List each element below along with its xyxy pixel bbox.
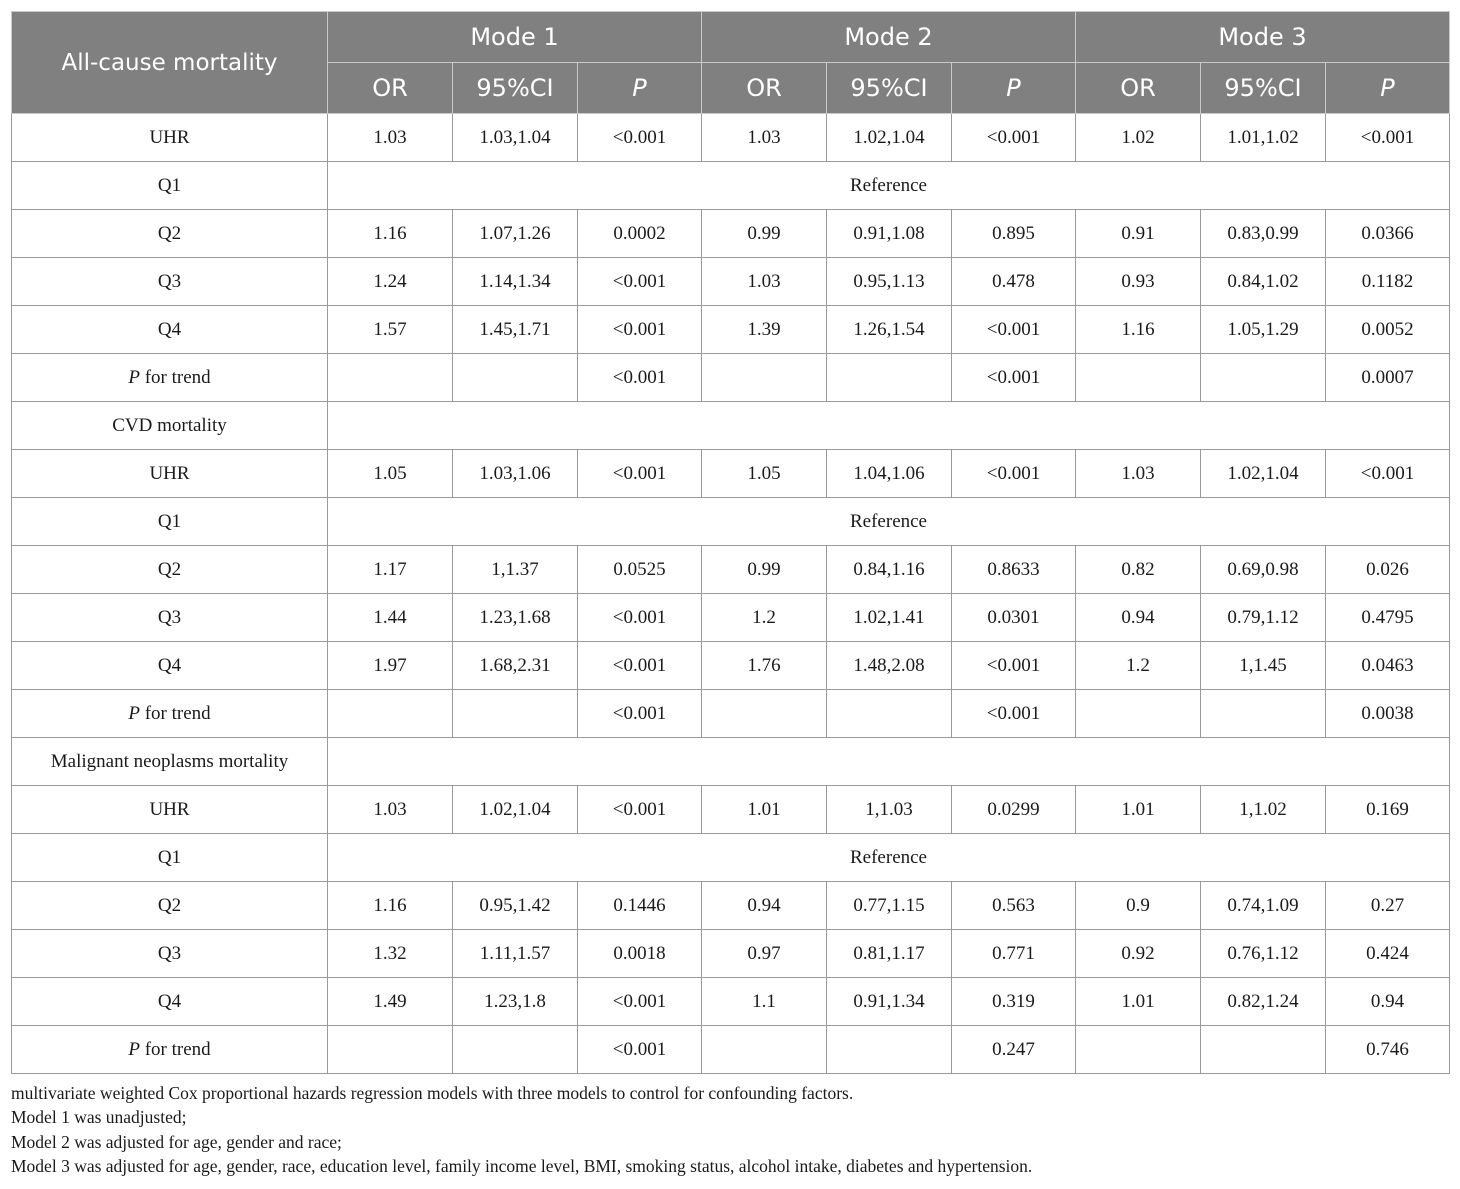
table-cell: 0.0299 — [952, 786, 1076, 834]
table-cell: 1.05,1.29 — [1201, 306, 1326, 354]
table-cell — [328, 1026, 453, 1074]
table-cell — [1076, 690, 1201, 738]
table-cell: 1.02,1.04 — [1201, 450, 1326, 498]
header-ci: 95%CI — [827, 63, 952, 114]
table-cell: 1.45,1.71 — [453, 306, 578, 354]
table-cell: 0.82 — [1076, 546, 1201, 594]
table-row — [12, 594, 1450, 642]
table-cell — [827, 1026, 952, 1074]
header-row-modes — [12, 12, 1450, 63]
row-label: Q2 — [12, 882, 328, 930]
table-cell: 0.0463 — [1326, 642, 1450, 690]
table-cell: 0.94 — [702, 882, 827, 930]
table-cell — [1076, 354, 1201, 402]
table-cell: 0.84,1.16 — [827, 546, 952, 594]
table-cell: 1.16 — [328, 882, 453, 930]
table-row — [12, 306, 1450, 354]
header-or: OR — [1076, 63, 1201, 114]
table-cell: <0.001 — [952, 306, 1076, 354]
footnote-line: multivariate weighted Cox proportional hazards regression models with three models to control for confounding factors. — [11, 1083, 854, 1103]
table-cell — [328, 690, 453, 738]
table-cell — [328, 354, 453, 402]
row-label: UHR — [12, 786, 328, 834]
table-cell: 0.0038 — [1326, 690, 1450, 738]
table-cell: 0.0002 — [578, 210, 702, 258]
table-cell: 0.0301 — [952, 594, 1076, 642]
table-cell: 0.95,1.13 — [827, 258, 952, 306]
row-label — [12, 354, 328, 402]
footnote-line: Model 3 was adjusted for age, gender, race, education level, family income level, BMI, smoking status, alcohol intake, diabetes and hypertension. — [11, 1156, 1033, 1177]
table-cell: 0.0366 — [1326, 210, 1450, 258]
row-label: Q3 — [12, 930, 328, 978]
row-label: Q4 — [12, 978, 328, 1026]
table-cell: <0.001 — [952, 642, 1076, 690]
table-cell: 0.83,0.99 — [1201, 210, 1326, 258]
table-cell: 0.1182 — [1326, 258, 1450, 306]
section-title: CVD mortality — [12, 402, 328, 450]
table-cell: 0.93 — [1076, 258, 1201, 306]
table-cell: 1,1.45 — [1201, 642, 1326, 690]
table-cell: 0.0525 — [578, 546, 702, 594]
table-footnotes — [11, 1081, 1449, 1179]
table-cell: 0.95,1.42 — [453, 882, 578, 930]
header-p: P — [578, 63, 702, 114]
table-cell: 1.03 — [328, 786, 453, 834]
table-cell: 0.82,1.24 — [1201, 978, 1326, 1026]
table-cell: 1.24 — [328, 258, 453, 306]
table-cell: 0.84,1.02 — [1201, 258, 1326, 306]
table-cell: 0.247 — [952, 1026, 1076, 1074]
table-cell: 0.771 — [952, 930, 1076, 978]
table-cell: 1.16 — [1076, 306, 1201, 354]
header-or: OR — [328, 63, 453, 114]
table-row — [12, 690, 1450, 738]
row-label: Q4 — [12, 306, 328, 354]
reference-cell: Reference — [328, 834, 1450, 882]
table-cell: 1.2 — [702, 594, 827, 642]
table-cell: 0.99 — [702, 210, 827, 258]
table-cell — [702, 354, 827, 402]
table-cell: <0.001 — [578, 690, 702, 738]
table-cell: 1.39 — [702, 306, 827, 354]
table-row — [12, 258, 1450, 306]
table-cell: 1.03 — [702, 258, 827, 306]
table-cell: 1.32 — [328, 930, 453, 978]
header-mode-1: Mode 1 — [328, 12, 702, 63]
table-cell — [453, 1026, 578, 1074]
row-label-text: for trend — [144, 702, 211, 724]
row-label: UHR — [12, 450, 328, 498]
row-label: Q3 — [12, 594, 328, 642]
table-cell: <0.001 — [578, 258, 702, 306]
table-cell: 1.44 — [328, 594, 453, 642]
table-cell: 1.05 — [702, 450, 827, 498]
table-cell — [827, 354, 952, 402]
table-cell: 1.11,1.57 — [453, 930, 578, 978]
reference-cell: Reference — [328, 498, 1450, 546]
row-label — [12, 1026, 328, 1074]
table-cell: 0.0007 — [1326, 354, 1450, 402]
row-label: Q3 — [12, 258, 328, 306]
header-or: OR — [702, 63, 827, 114]
footnote-line: Model 2 was adjusted for age, gender and race; — [11, 1131, 342, 1152]
table-cell: 1.02,1.04 — [827, 114, 952, 162]
table-cell — [702, 1026, 827, 1074]
row-label: Q1 — [12, 162, 328, 210]
table-cell — [453, 690, 578, 738]
table-cell: 0.74,1.09 — [1201, 882, 1326, 930]
table-cell: 1.17 — [328, 546, 453, 594]
table-cell: 1.03 — [1076, 450, 1201, 498]
row-label: Q4 — [12, 642, 328, 690]
section-title: Malignant neoplasms mortality — [12, 738, 328, 786]
table-cell: 1.01,1.02 — [1201, 114, 1326, 162]
header-ci: 95%CI — [1201, 63, 1326, 114]
table-cell — [1201, 354, 1326, 402]
mortality-results-table — [11, 11, 1450, 1074]
table-cell: 0.895 — [952, 210, 1076, 258]
row-label: Q1 — [12, 834, 328, 882]
header-mode-2: Mode 2 — [702, 12, 1076, 63]
table-cell: 1.07,1.26 — [453, 210, 578, 258]
table-cell: 0.9 — [1076, 882, 1201, 930]
row-label: UHR — [12, 114, 328, 162]
table-cell: 1.01 — [1076, 786, 1201, 834]
table-cell: <0.001 — [952, 354, 1076, 402]
table-cell: 1.23,1.8 — [453, 978, 578, 1026]
table-cell — [1201, 1026, 1326, 1074]
table-cell: <0.001 — [578, 786, 702, 834]
header-p: P — [1326, 63, 1450, 114]
table-cell: 0.76,1.12 — [1201, 930, 1326, 978]
table-cell: 0.4795 — [1326, 594, 1450, 642]
table-cell: 0.79,1.12 — [1201, 594, 1326, 642]
table-cell: <0.001 — [952, 450, 1076, 498]
table-cell: 0.8633 — [952, 546, 1076, 594]
table-cell: 1.49 — [328, 978, 453, 1026]
table-row — [12, 1026, 1450, 1074]
table-cell: 1.04,1.06 — [827, 450, 952, 498]
header-row-label: All-cause mortality — [12, 12, 328, 114]
table-cell: <0.001 — [578, 354, 702, 402]
table-cell: 0.478 — [952, 258, 1076, 306]
row-label — [12, 690, 328, 738]
table-cell: 1.57 — [328, 306, 453, 354]
table-cell: 0.91 — [1076, 210, 1201, 258]
table-row — [12, 930, 1450, 978]
table-cell — [453, 354, 578, 402]
row-label-italic: P — [128, 702, 140, 724]
reference-cell: Reference — [328, 162, 1450, 210]
table-cell: 0.94 — [1076, 594, 1201, 642]
table-cell: 1.03,1.04 — [453, 114, 578, 162]
table-row — [12, 114, 1450, 162]
table-cell: 1.2 — [1076, 642, 1201, 690]
table-cell: 1,1.02 — [1201, 786, 1326, 834]
table-row — [12, 354, 1450, 402]
table-row — [12, 642, 1450, 690]
table-cell: 0.424 — [1326, 930, 1450, 978]
table-cell: 1.16 — [328, 210, 453, 258]
table-cell: 1.23,1.68 — [453, 594, 578, 642]
table-cell: 0.92 — [1076, 930, 1201, 978]
table-cell: 1.68,2.31 — [453, 642, 578, 690]
table-cell: 1.03 — [328, 114, 453, 162]
table-cell: <0.001 — [1326, 114, 1450, 162]
table-cell: 0.27 — [1326, 882, 1450, 930]
header-p: P — [952, 63, 1076, 114]
table-cell: 0.1446 — [578, 882, 702, 930]
table-cell: <0.001 — [578, 1026, 702, 1074]
table-cell: 0.91,1.34 — [827, 978, 952, 1026]
table-row — [12, 978, 1450, 1026]
table-cell: 0.0052 — [1326, 306, 1450, 354]
footnote-line: Model 1 was unadjusted; — [11, 1107, 187, 1128]
table-cell: 0.169 — [1326, 786, 1450, 834]
row-label-text: for trend — [144, 1038, 211, 1060]
table-cell: 0.69,0.98 — [1201, 546, 1326, 594]
table-cell: 1.03,1.06 — [453, 450, 578, 498]
table-cell: 0.77,1.15 — [827, 882, 952, 930]
table-row — [12, 786, 1450, 834]
table-row — [12, 882, 1450, 930]
table-cell: 1.76 — [702, 642, 827, 690]
row-label-text: for trend — [144, 366, 211, 388]
table-cell: 1.02,1.04 — [453, 786, 578, 834]
table-cell: 0.94 — [1326, 978, 1450, 1026]
table-cell: 1,1.37 — [453, 546, 578, 594]
table-row — [12, 210, 1450, 258]
table-row — [12, 450, 1450, 498]
row-label-italic: P — [128, 1038, 140, 1060]
table-cell: 0.99 — [702, 546, 827, 594]
table-cell: <0.001 — [578, 978, 702, 1026]
table-cell: 1.02,1.41 — [827, 594, 952, 642]
header-ci: 95%CI — [453, 63, 578, 114]
table-cell: 0.026 — [1326, 546, 1450, 594]
header-mode-3: Mode 3 — [1076, 12, 1450, 63]
table-cell: 1.97 — [328, 642, 453, 690]
table-body — [12, 114, 1450, 1074]
table-cell: 1.1 — [702, 978, 827, 1026]
table-cell: 1.14,1.34 — [453, 258, 578, 306]
empty-cell — [328, 402, 1450, 450]
table-cell: <0.001 — [952, 690, 1076, 738]
table-cell: 1.02 — [1076, 114, 1201, 162]
table-cell: 1.01 — [1076, 978, 1201, 1026]
row-label: Q2 — [12, 210, 328, 258]
table-cell: 1.48,2.08 — [827, 642, 952, 690]
table-cell: 1.26,1.54 — [827, 306, 952, 354]
table-cell: <0.001 — [952, 114, 1076, 162]
section-title-row — [12, 738, 1450, 786]
table-cell: 0.0018 — [578, 930, 702, 978]
row-label-italic: P — [128, 366, 140, 388]
table-cell: 1.03 — [702, 114, 827, 162]
table-row — [12, 546, 1450, 594]
table-cell: 1,1.03 — [827, 786, 952, 834]
table-cell: 0.319 — [952, 978, 1076, 1026]
empty-cell — [328, 738, 1450, 786]
row-label: Q2 — [12, 546, 328, 594]
table-cell — [1201, 690, 1326, 738]
table-cell: 1.01 — [702, 786, 827, 834]
table-cell: <0.001 — [578, 306, 702, 354]
table-cell — [702, 690, 827, 738]
table-row — [12, 834, 1450, 882]
table-cell: <0.001 — [578, 450, 702, 498]
table-cell: 0.91,1.08 — [827, 210, 952, 258]
table-cell: <0.001 — [578, 642, 702, 690]
table-row — [12, 162, 1450, 210]
table-cell: <0.001 — [578, 594, 702, 642]
table-row — [12, 498, 1450, 546]
table-cell — [827, 690, 952, 738]
table-cell: 0.746 — [1326, 1026, 1450, 1074]
table-header — [12, 12, 1450, 114]
table-cell: 0.97 — [702, 930, 827, 978]
table-cell: <0.001 — [578, 114, 702, 162]
table-cell: <0.001 — [1326, 450, 1450, 498]
table-cell: 0.563 — [952, 882, 1076, 930]
row-label: Q1 — [12, 498, 328, 546]
table-cell: 0.81,1.17 — [827, 930, 952, 978]
table-cell: 1.05 — [328, 450, 453, 498]
table-cell — [1076, 1026, 1201, 1074]
section-title-row — [12, 402, 1450, 450]
